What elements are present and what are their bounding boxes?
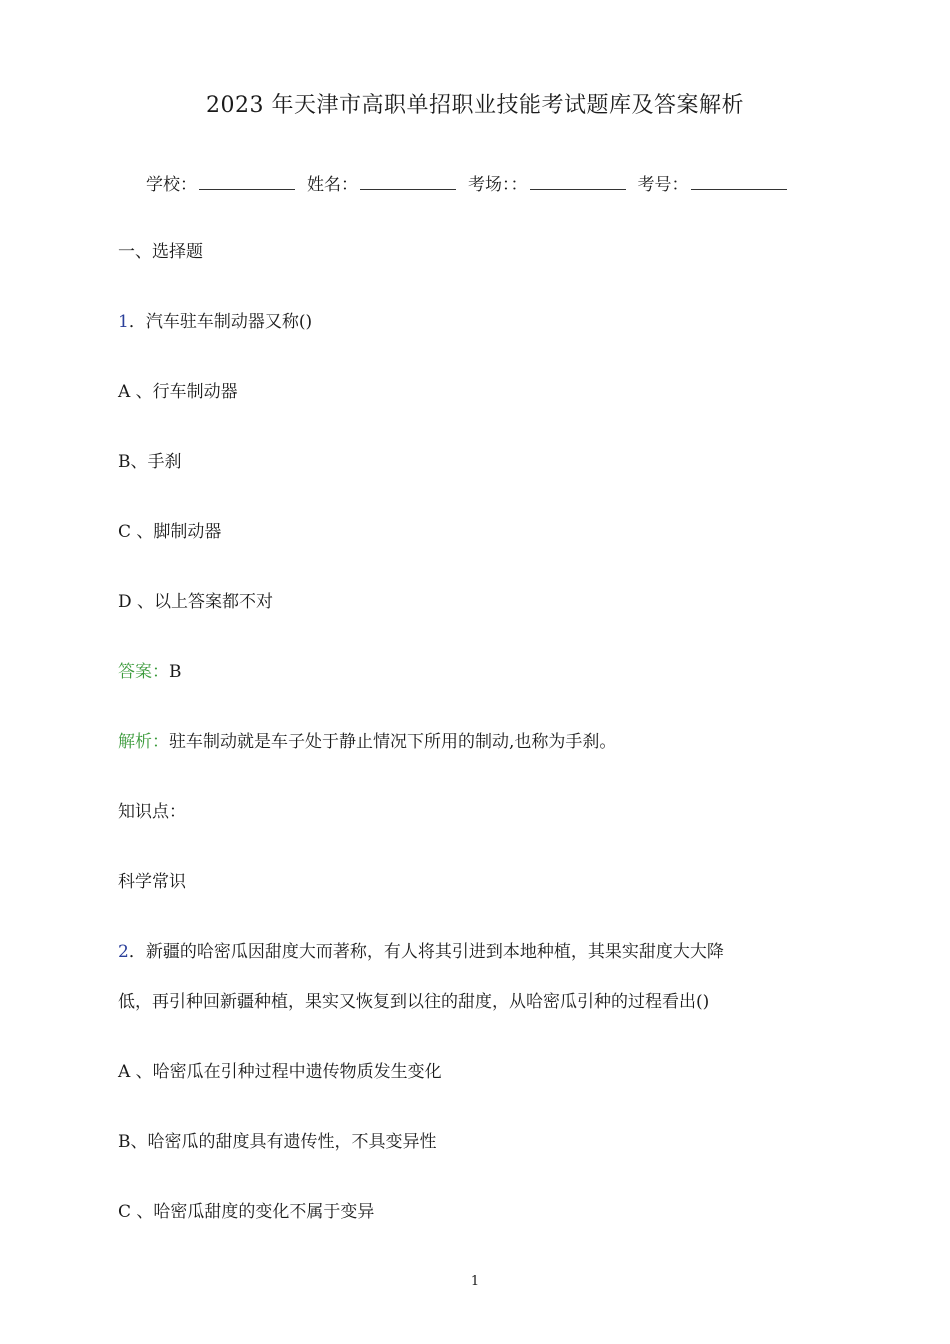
exam-number-blank [691,175,787,190]
student-info-row [146,170,799,195]
q1-option-c: C 、脚制动器 [118,522,222,542]
q1-option-a: A 、行车制动器 [118,382,238,402]
q2-option-a: A 、哈密瓜在引种过程中遗传物质发生变化 [118,1062,442,1082]
q1-option-d: D 、以上答案都不对 [118,592,274,612]
document-title: 2023 年天津市高职单招职业技能考试题库及答案解析 [206,93,744,118]
exam-room-label: 考场：： [468,175,528,195]
question-1-text: 汽车驻车制动器又称() [145,312,313,332]
name-blank [360,175,456,190]
question-1 [118,307,312,332]
section-heading: 一、选择题 [118,242,203,262]
question-2-text-line1: 新疆的哈密瓜因甜度大而著称，有人将其引进到本地种植，其果实甜度大大降 [145,942,724,962]
answer-label: 答案： [118,662,169,682]
exam-room-blank [530,175,626,190]
school-blank [199,175,295,190]
question-1-number: 1 [118,312,129,332]
name-label: 姓名： [307,175,358,195]
q2-option-c: C 、哈密瓜甜度的变化不属于变异 [118,1202,375,1222]
q1-knowledge-label: 知识点： [118,802,186,822]
question-2-number: 2 [118,942,129,962]
question-1-dot: ． [128,312,146,332]
answer-value: B [169,662,182,682]
question-2-text-line2: 低，再引种回新疆种植，果实又恢复到以往的甜度，从哈密瓜引种的过程看出() [118,992,710,1012]
question-2 [118,937,724,962]
q1-answer [118,657,182,682]
exam-number-label: 考号： [637,175,689,195]
page-number: 1 [470,1274,480,1289]
analysis-label: 解析： [118,732,169,752]
school-label: 学校： [146,175,197,195]
q1-analysis [118,727,616,752]
question-2-dot: ． [128,942,146,962]
q1-option-b: B、手刹 [118,452,182,472]
q2-option-b: B、哈密瓜的甜度具有遗传性，不具变异性 [118,1132,437,1152]
analysis-text: 驻车制动就是车子处于静止情况下所用的制动,也称为手刹。 [169,732,617,752]
q1-knowledge-value: 科学常识 [118,872,186,892]
